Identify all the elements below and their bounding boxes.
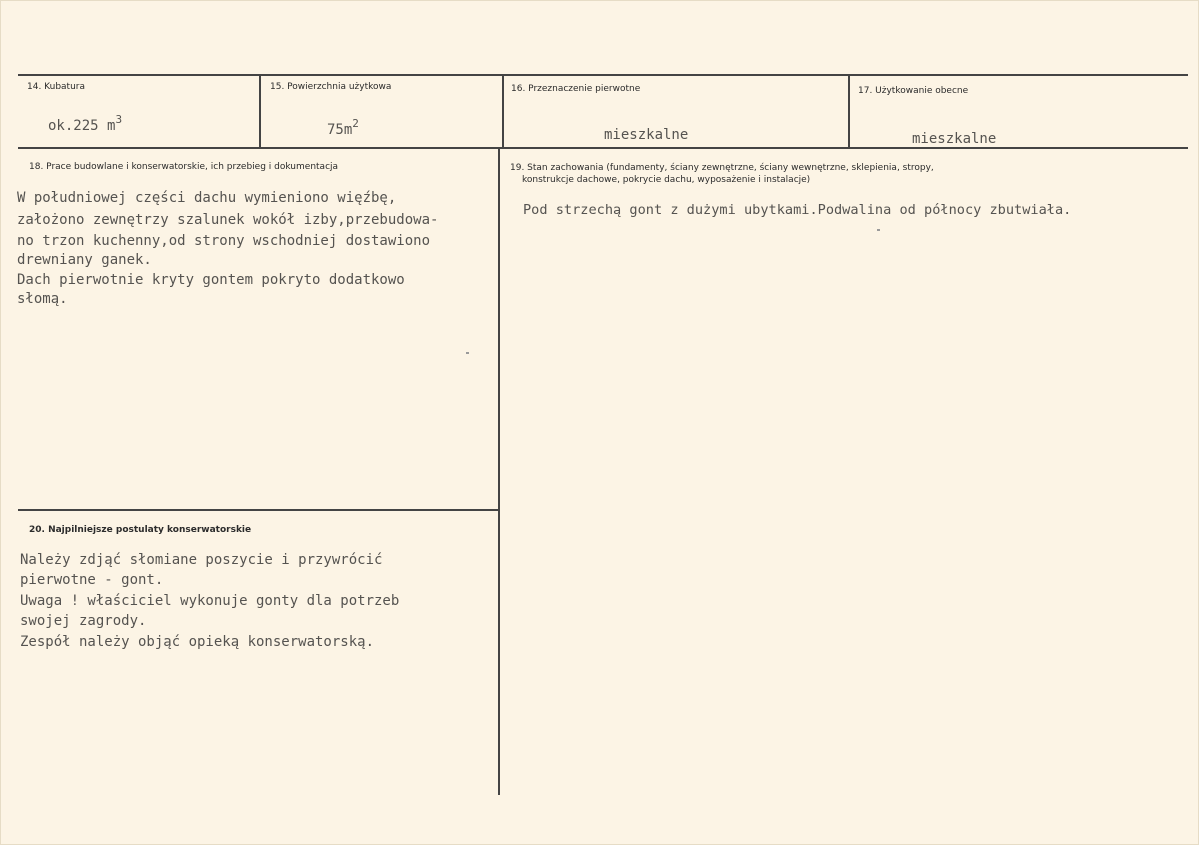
field-16-value: mieszkalne (604, 127, 689, 143)
field-20-label: 20. Najpilniejsze postulaty konserwatorskie (29, 525, 252, 535)
field-15-unit-exponent: 2 (352, 117, 359, 130)
top-rule (18, 74, 1188, 76)
section-divider-18-20 (18, 509, 500, 511)
field-19-label-line1: 19. Stan zachowania (fundamenty, ściany zewnętrzne, ściany wewnętrzne, sklepienia, stropy, (510, 163, 934, 173)
field-18-line: drewniany ganek. (17, 252, 152, 268)
field-20-line: Należy zdjąć słomiane poszycie i przywrócić (20, 552, 383, 568)
paper-speck (466, 352, 469, 354)
field-18-line: no trzon kuchenny,od strony wschodniej dostawiono (17, 233, 431, 249)
field-20-line: Zespół należy objąć opieką konserwatorską. (20, 634, 375, 650)
field-20-line: Uwaga ! właściciel wykonuje gonty dla potrzeb (20, 593, 400, 609)
field-14-label: 14. Kubatura (27, 82, 86, 92)
field-18-line: słomą. (17, 291, 68, 307)
col-divider-16-17 (848, 74, 850, 149)
field-18-line: Dach pierwotnie kryty gontem pokryto dodatkowo (17, 272, 405, 288)
paper-speck (877, 229, 880, 231)
field-15-value: $75m^2$ (327, 117, 359, 138)
field-19-text: Pod strzechą gont z dużymi ubytkami.Podwalina od północy zbutwiała. (523, 202, 1072, 218)
field-17-label: 17. Użytkowanie obecne (858, 86, 969, 96)
field-14-value: ok.225 $m^3$ (48, 113, 123, 134)
field-19-label-line2: konstrukcje dachowe, pokrycie dachu, wyposażenie i instalacje) (522, 175, 811, 185)
field-18-label: 18. Prace budowlane i konserwatorskie, ich przebieg i dokumentacja (29, 162, 339, 172)
field-14-unit-exponent: 3 (115, 113, 123, 126)
field-15-label: 15. Powierzchnia użytkowa (270, 82, 392, 92)
field-18-line: założono zewnętrzy szalunek wokół izby,przebudowa- (17, 212, 439, 228)
col-divider-main (498, 147, 500, 795)
col-divider-15-16 (502, 74, 504, 149)
col-divider-14-15 (259, 74, 261, 149)
field-18-line: W południowej części dachu wymieniono więźbę, (17, 190, 397, 206)
field-16-label: 16. Przeznaczenie pierwotne (511, 84, 641, 94)
field-20-line: swojej zagrody. (20, 613, 147, 629)
row-divider (18, 147, 1188, 149)
field-20-line: pierwotne - gont. (20, 572, 164, 588)
field-17-value: mieszkalne (912, 131, 997, 147)
